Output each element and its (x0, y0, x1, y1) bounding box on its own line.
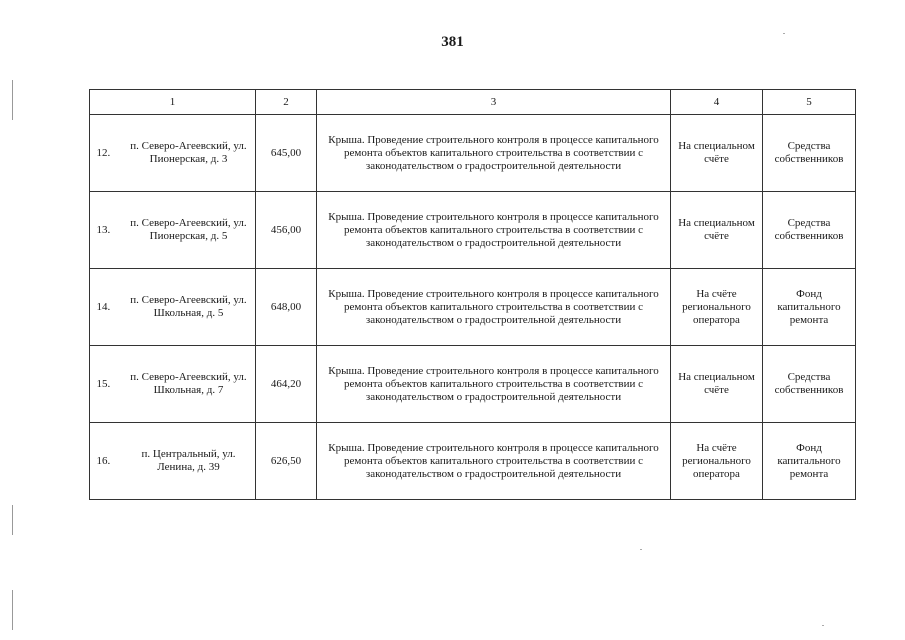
amount-cell: 648,00 (256, 269, 317, 346)
row-number: 14. (96, 300, 111, 313)
amount-cell: 464,20 (256, 346, 317, 423)
work-description-cell: Крыша. Проведение строительного контроля в процессе капитального ремонта объектов капитального строительства в соответствии с законодательством о градостроительной деятельности (317, 269, 671, 346)
column-header: 2 (256, 90, 317, 115)
table-row (90, 115, 856, 192)
repair-table (89, 89, 856, 500)
address-cell (90, 269, 256, 346)
page-number: 381 (441, 34, 464, 50)
scan-margin-mark (12, 80, 13, 120)
table-row (90, 346, 856, 423)
address-cell (90, 192, 256, 269)
scan-speck (822, 625, 824, 626)
scan-margin-mark (12, 590, 13, 630)
table-row (90, 269, 856, 346)
amount-cell: 456,00 (256, 192, 317, 269)
scan-speck (640, 549, 642, 550)
table-row (90, 192, 856, 269)
address-cell (90, 423, 256, 500)
table-row (90, 423, 856, 500)
row-number: 15. (96, 377, 111, 390)
address-text: п. Центральный, ул. Ленина, д. 39 (141, 448, 236, 473)
account-cell: На специальном счёте (671, 192, 763, 269)
work-description-cell: Крыша. Проведение строительного контроля в процессе капитального ремонта объектов капитального строительства в соответствии с законодательством о градостроительной деятельности (317, 192, 671, 269)
account-cell: На счёте регионального оператора (671, 269, 763, 346)
account-cell: На счёте регионального оператора (671, 423, 763, 500)
address-text: п. Северо-Агеевский, ул. Школьная, д. 5 (130, 294, 247, 319)
row-number: 12. (96, 146, 111, 159)
account-cell: На специальном счёте (671, 115, 763, 192)
row-number: 13. (96, 223, 111, 236)
scan-margin-mark (12, 505, 13, 535)
funding-source-cell: Средства собственников (763, 192, 856, 269)
funding-source-cell: Фонд капитального ремонта (763, 423, 856, 500)
amount-cell: 645,00 (256, 115, 317, 192)
address-cell (90, 346, 256, 423)
account-cell: На специальном счёте (671, 346, 763, 423)
column-header: 4 (671, 90, 763, 115)
column-header: 5 (763, 90, 856, 115)
funding-source-cell: Средства собственников (763, 346, 856, 423)
amount-cell: 626,50 (256, 423, 317, 500)
table-header-row (90, 90, 856, 115)
address-text: п. Северо-Агеевский, ул. Пионерская, д. 3 (130, 140, 247, 165)
address-text: п. Северо-Агеевский, ул. Школьная, д. 7 (130, 371, 247, 396)
work-description-cell: Крыша. Проведение строительного контроля в процессе капитального ремонта объектов капитального строительства в соответствии с законодательством о градостроительной деятельности (317, 423, 671, 500)
funding-source-cell: Средства собственников (763, 115, 856, 192)
address-text: п. Северо-Агеевский, ул. Пионерская, д. 5 (130, 217, 247, 242)
funding-source-cell: Фонд капитального ремонта (763, 269, 856, 346)
work-description-cell: Крыша. Проведение строительного контроля в процессе капитального ремонта объектов капитального строительства в соответствии с законодательством о градостроительной деятельности (317, 346, 671, 423)
column-header: 3 (317, 90, 671, 115)
row-number: 16. (96, 454, 111, 467)
work-description-cell: Крыша. Проведение строительного контроля в процессе капитального ремонта объектов капитального строительства в соответствии с законодательством о градостроительной деятельности (317, 115, 671, 192)
address-cell (90, 115, 256, 192)
column-header: 1 (90, 90, 256, 115)
